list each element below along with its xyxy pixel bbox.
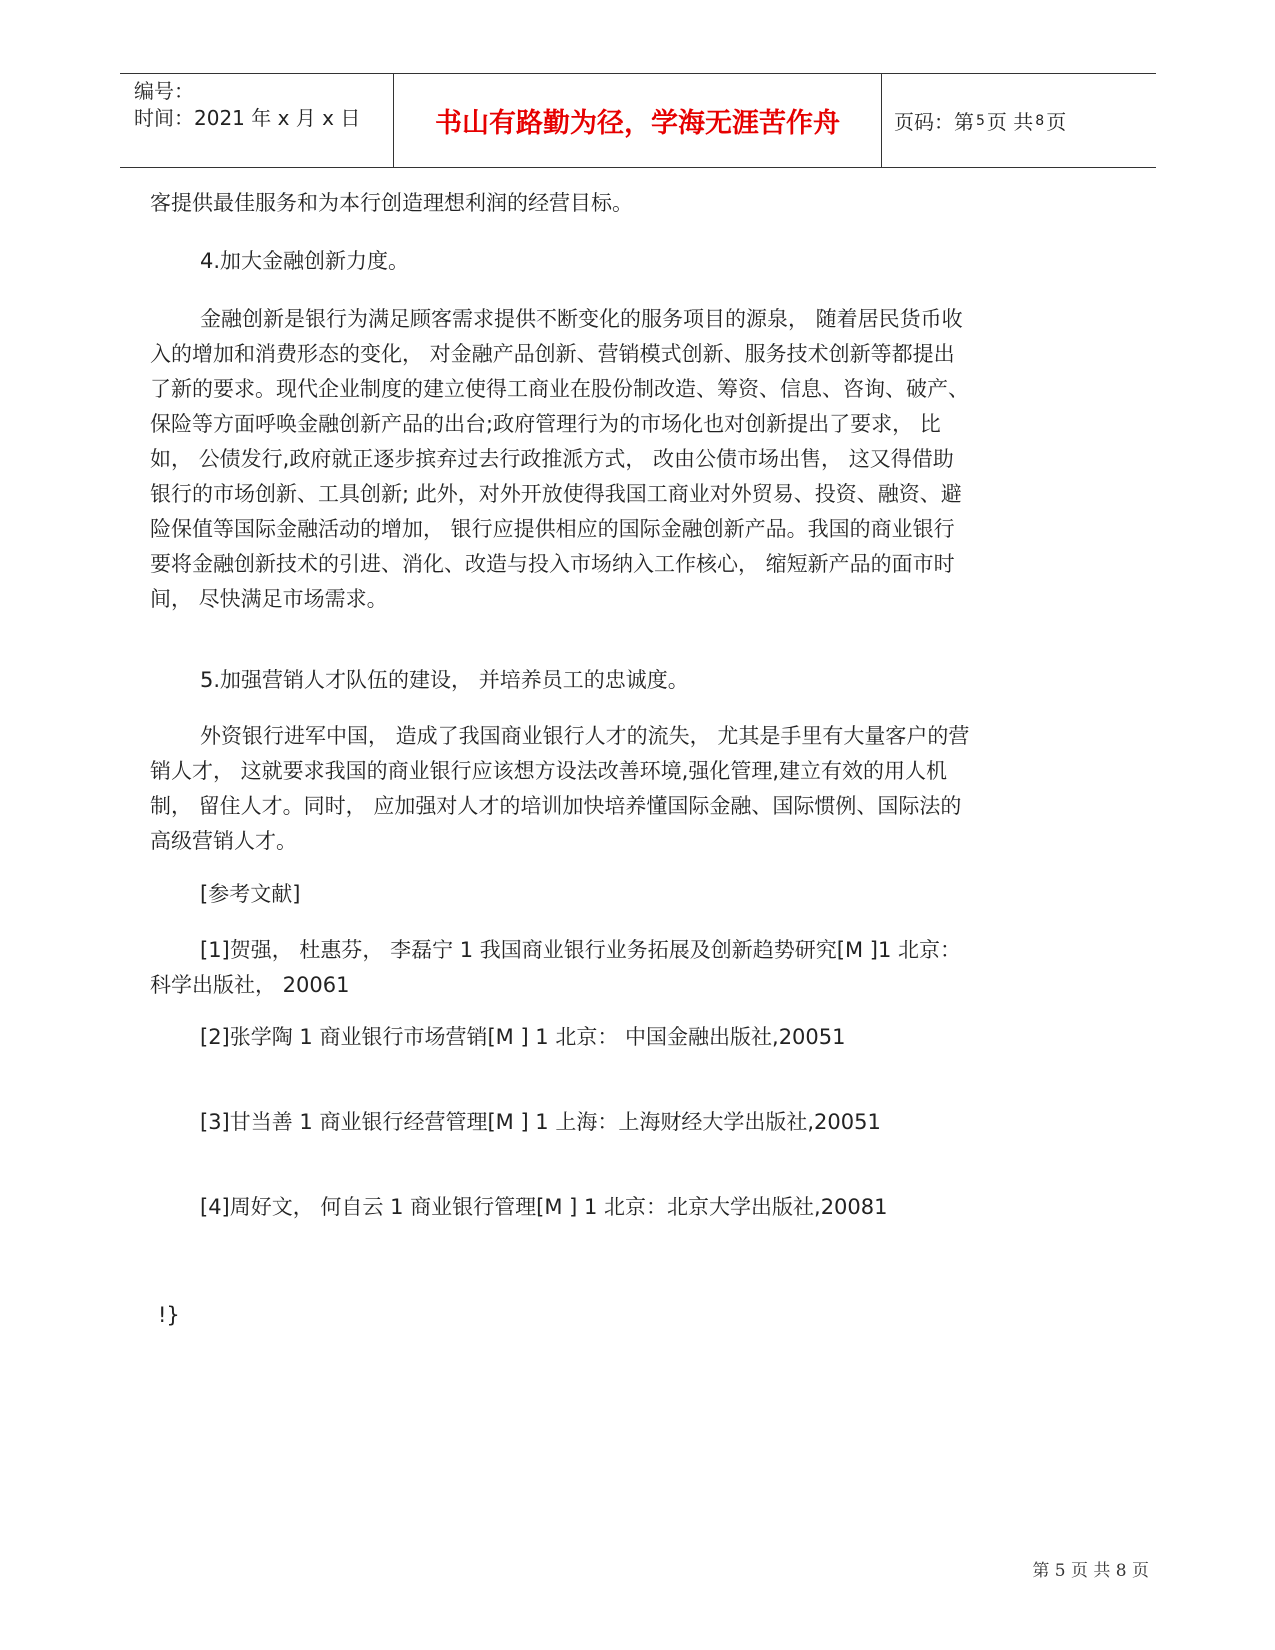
references-title: [参考文献] — [200, 882, 301, 906]
header-motto: 书山有路勤为径，学海无涯苦作舟 — [394, 74, 882, 167]
page-prefix: 页码：第 — [894, 110, 974, 134]
reference-3: [3]甘当善 1 商业银行经营管理[M ] 1 上海：上海财经大学出版社,20051 — [200, 1110, 881, 1134]
document-time: 时间：2021 年 x 月 x 日 — [134, 106, 361, 130]
section-heading-4: 4.加大金融创新力度。 — [200, 249, 410, 273]
stray-marks: !} — [158, 1303, 180, 1327]
reference-4: [4]周好文， 何自云 1 商业银行管理[M ] 1 北京：北京大学出版社,20081 — [200, 1195, 888, 1219]
reference-2: [2]张学陶 1 商业银行市场营销[M ] 1 北京： 中国金融出版社,20051 — [200, 1025, 846, 1049]
header-meta — [120, 74, 394, 167]
paragraph-talent: 外资银行进军中国， 造成了我国商业银行人才的流失， 尤其是手里有大量客户的营销人才， 这就要求我国的商业银行应该想方设法改善环境,强化管理,建立有效的用人机制， 留住人才。同时， 应加强对人才的培训加快培养懂国际金融、国际惯例、国际法的高级营销人才。 — [150, 724, 970, 853]
page-total: 8 — [1035, 112, 1045, 129]
header-page-number — [882, 74, 1156, 167]
paragraph-financial-innovation: 金融创新是银行为满足顾客需求提供不断变化的服务项目的源泉， 随着居民货币收入的增加和消费形态的变化， 对金融产品创新、营销模式创新、服务技术创新等都提出了新的要求。现代企业制度的建立使得工商业在股份制改造、筹资、信息、咨询、破产、保险等方面呼唤金融创新产品的出台;政府管理行为的市场化也对创新提出了要求， 比如， 公债发行,政府就正逐步摈弃过去行政推派方式， 改由公债市场出售， 这又得借助银行的市场创新、工具创新; 此外，对外开放使得我国工商业对外贸易、投资、融资、避险保值等国际金融活动的增加， 银行应提供相应的国际金融创新产品。我国的商业银行要将金融创新技术的引进、消化、改造与投入市场纳入工作核心， 缩短新产品的面市时间， 尽快满足市场需求。 — [150, 307, 969, 611]
page-current: 5 — [976, 112, 985, 129]
reference-1: [1]贺强， 杜惠芬， 李磊宁 1 我国商业银行业务拓展及创新趋势研究[M ]1 北京：科学出版社， 20061 — [150, 938, 962, 997]
section-heading-5: 5.加强营销人才队伍的建设， 并培养员工的忠诚度。 — [200, 668, 689, 692]
page-suffix: 页 — [1046, 110, 1067, 134]
page-mid: 页 共 — [986, 110, 1034, 134]
page-header — [120, 73, 1156, 168]
paragraph-continued: 客提供最佳服务和为本行创造理想利润的经营目标。 — [150, 191, 633, 215]
page-footer: 第 5 页 共 8 页 — [1032, 1561, 1149, 1581]
document-code-label: 编号： — [134, 79, 194, 103]
